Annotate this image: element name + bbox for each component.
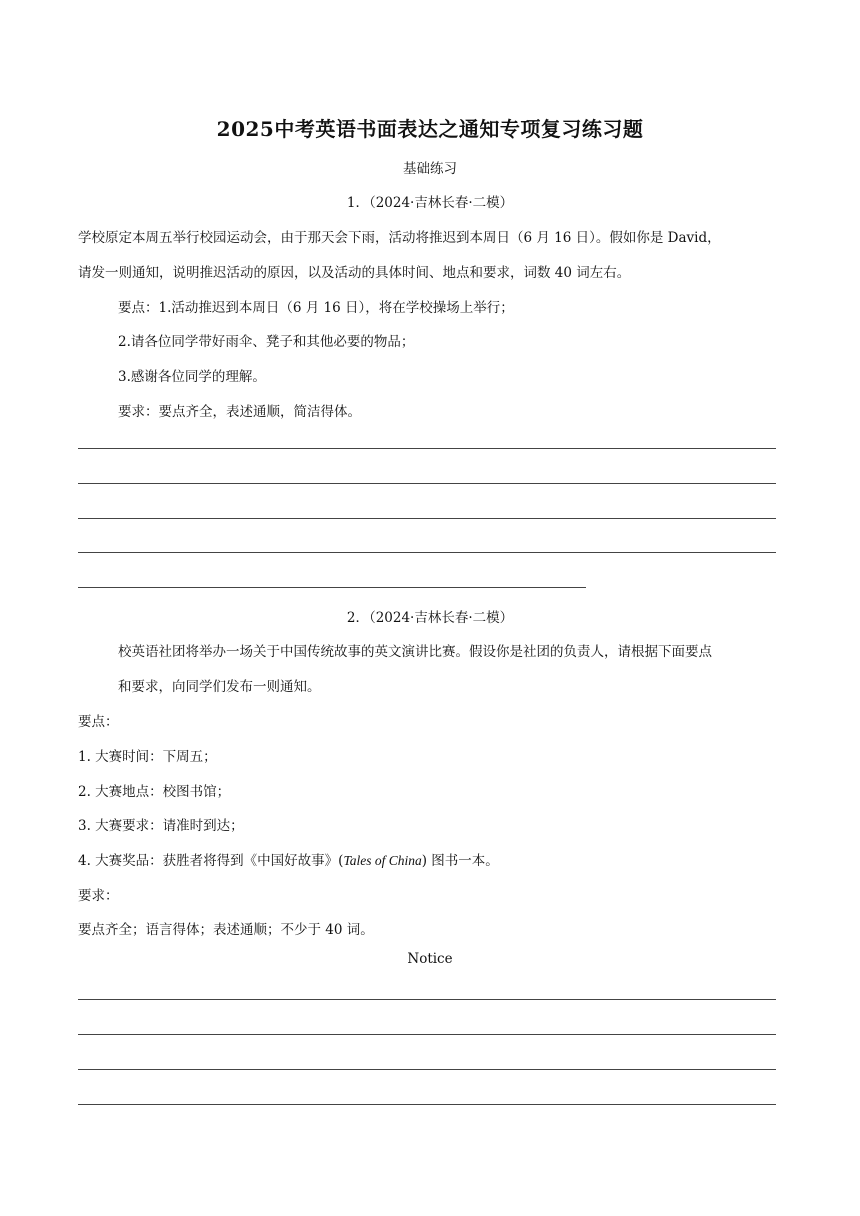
q1-prompt-line1: 学校原定本周五举行校园运动会，由于那天会下雨，活动将推迟到本周日（6 月 16 日）。假如你是 David， [78, 230, 721, 246]
answer-line [78, 552, 776, 553]
q1-requirement: 要求：要点齐全，表述通顺，简洁得体。 [118, 404, 361, 420]
page-title: 2025中考英语书面表达之通知专项复习练习题 [216, 117, 644, 141]
answer-line [78, 1104, 776, 1105]
q2-heading: 2．（2024·吉林长春·二模） [346, 610, 514, 626]
q1-prompt-line2: 请发一则通知，说明推迟活动的原因，以及活动的具体时间、地点和要求，词数 40 词左右。 [78, 265, 631, 281]
book-title: Tales of China [343, 853, 422, 868]
q2-prompt-line2: 和要求，向同学们发布一则通知。 [118, 679, 321, 695]
q2-point-4 [78, 849, 499, 869]
q1-point-3: 3.感谢各位同学的理解。 [118, 369, 266, 385]
notice-heading: Notice [407, 951, 453, 967]
q1-point-2: 2.请各位同学带好雨伞、凳子和其他必要的物品； [118, 334, 415, 350]
answer-line [78, 587, 586, 588]
q2-point-4-suffix: ) 图书一本。 [421, 853, 499, 869]
q2-point-4-prefix: 4. 大赛奖品：获胜者将得到《中国好故事》( [78, 853, 344, 869]
q2-point-3: 3. 大赛要求：请准时到达； [78, 818, 244, 834]
q1-heading: 1．（2024·吉林长春·二模） [346, 195, 514, 211]
answer-line [78, 483, 776, 484]
q2-requirement-text: 要点齐全；语言得体；表述通顺；不少于 40 词。 [78, 922, 374, 938]
answer-line [78, 999, 776, 1000]
section-heading: 基础练习 [403, 161, 457, 177]
answer-line [78, 518, 776, 519]
answer-line [78, 1034, 776, 1035]
q2-points-label: 要点： [78, 714, 119, 730]
q2-point-1: 1. 大赛时间：下周五； [78, 749, 217, 765]
answer-line [78, 448, 776, 449]
q2-requirement-label: 要求： [78, 888, 119, 904]
q1-point-1: 要点：1.活动推迟到本周日（6 月 16 日），将在学校操场上举行； [118, 300, 514, 316]
q2-prompt-line1: 校英语社团将举办一场关于中国传统故事的英文演讲比赛。假设你是社团的负责人，请根据下面要点 [118, 644, 712, 660]
q2-point-2: 2. 大赛地点：校图书馆； [78, 784, 231, 800]
answer-line [78, 1069, 776, 1070]
